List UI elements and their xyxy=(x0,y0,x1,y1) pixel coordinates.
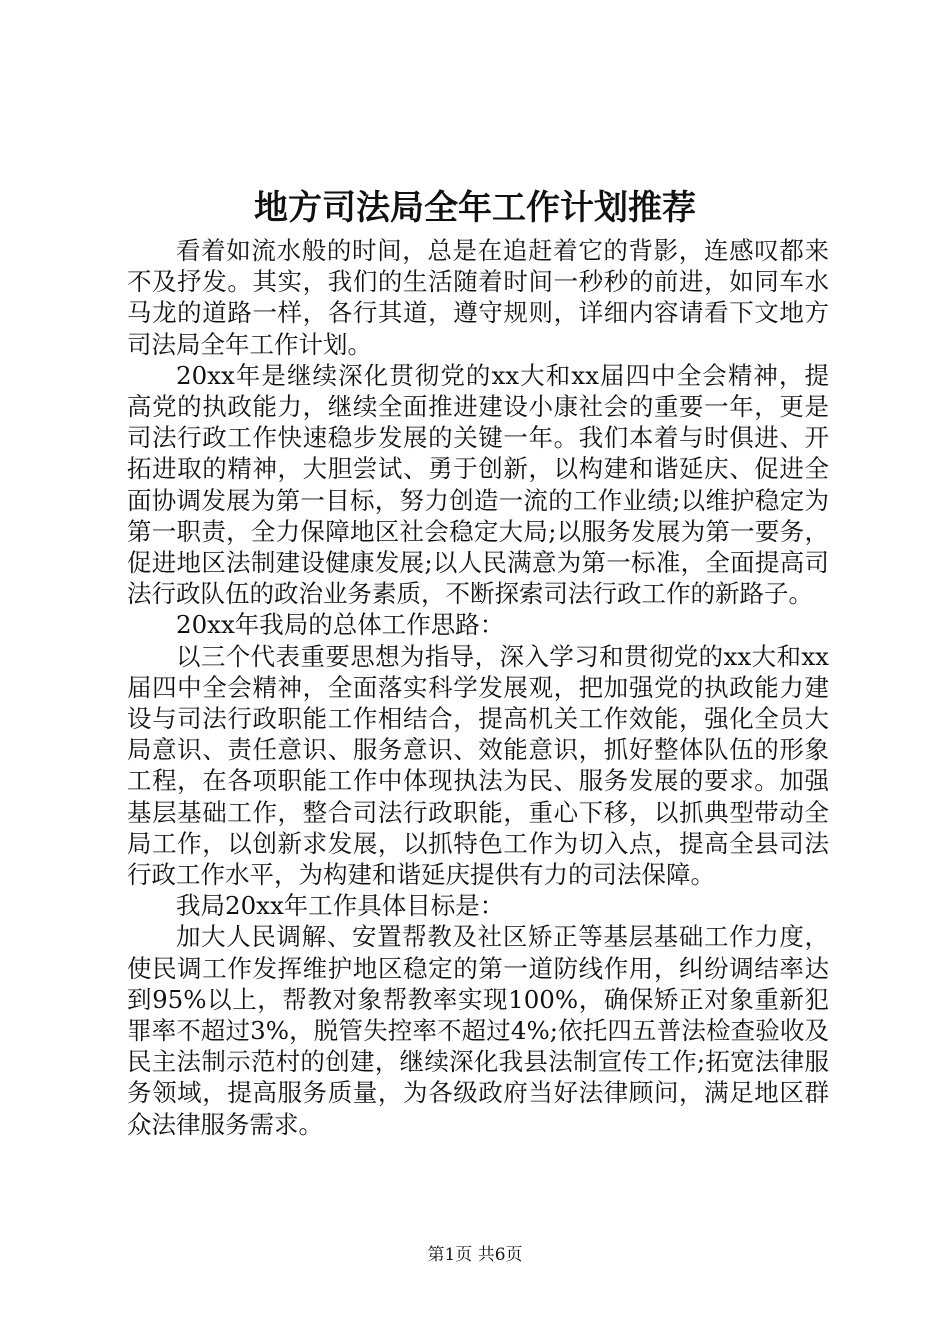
paragraph-intro: 看着如流水般的时间，总是在追赶着它的背影，连感叹都来不及抒发。其实，我们的生活随着时间一秒秒的前进，如同车水马龙的道路一样，各行其道，遵守规则，详细内容请看下文地方司法局全年工作计划。 xyxy=(127,236,829,359)
document-title: 地方司法局全年工作计划推荐 xyxy=(254,188,696,228)
paragraph-overview: 20xx年是继续深化贯彻党的xx大和xx届四中全会精神，提高党的执政能力，继续全面推进建设小康社会的重要一年，更是司法行政工作快速稳步发展的关键一年。我们本着与时俱进、开拓进取的精神，大胆尝试、勇于创新，以构建和谐延庆、促进全面协调发展为第一目标，努力创造一流的工作业绩;以维护稳定为第一职责，全力保障地区社会稳定大局;以服务发展为第一要务，促进地区法制建设健康发展;以人民满意为第一标准，全面提高司法行政队伍的政治业务素质，不断探索司法行政工作的新路子。 xyxy=(127,360,829,609)
page-number: 第1页 共6页 xyxy=(427,1245,523,1265)
document-body xyxy=(127,235,829,1140)
paragraph-approach: 以三个代表重要思想为指导，深入学习和贯彻党的xx大和xx届四中全会精神，全面落实科学发展观，把加强党的执政能力建设与司法行政职能工作相结合，提高机关工作效能，强化全员大局意识、责任意识、服务意识、效能意识，抓好整体队伍的形象工程，在各项职能工作中体现执法为民、服务发展的要求。加强基层基础工作，整合司法行政职能，重心下移，以抓典型带动全局工作，以创新求发展，以抓特色工作为切入点，提高全县司法行政工作水平，为构建和谐延庆提供有力的司法保障。 xyxy=(127,641,829,890)
paragraph-approach-heading: 20xx年我局的总体工作思路： xyxy=(176,610,505,640)
paragraph-goals: 加大人民调解、安置帮教及社区矫正等基层基础工作力度，使民调工作发挥维护地区稳定的第一道防线作用，纠纷调结率达到95%以上，帮教对象帮教率实现100%，确保矫正对象重新犯罪率不超过3%，脱管失控率不超过4%;依托四五普法检查验收及民主法制示范村的创建，继续深化我县法制宣传工作;拓宽法律服务领域，提高服务质量，为各级政府当好法律顾问，满足地区群众法律服务需求。 xyxy=(127,922,829,1139)
paragraph-goals-heading: 我局20xx年工作具体目标是： xyxy=(176,891,505,921)
